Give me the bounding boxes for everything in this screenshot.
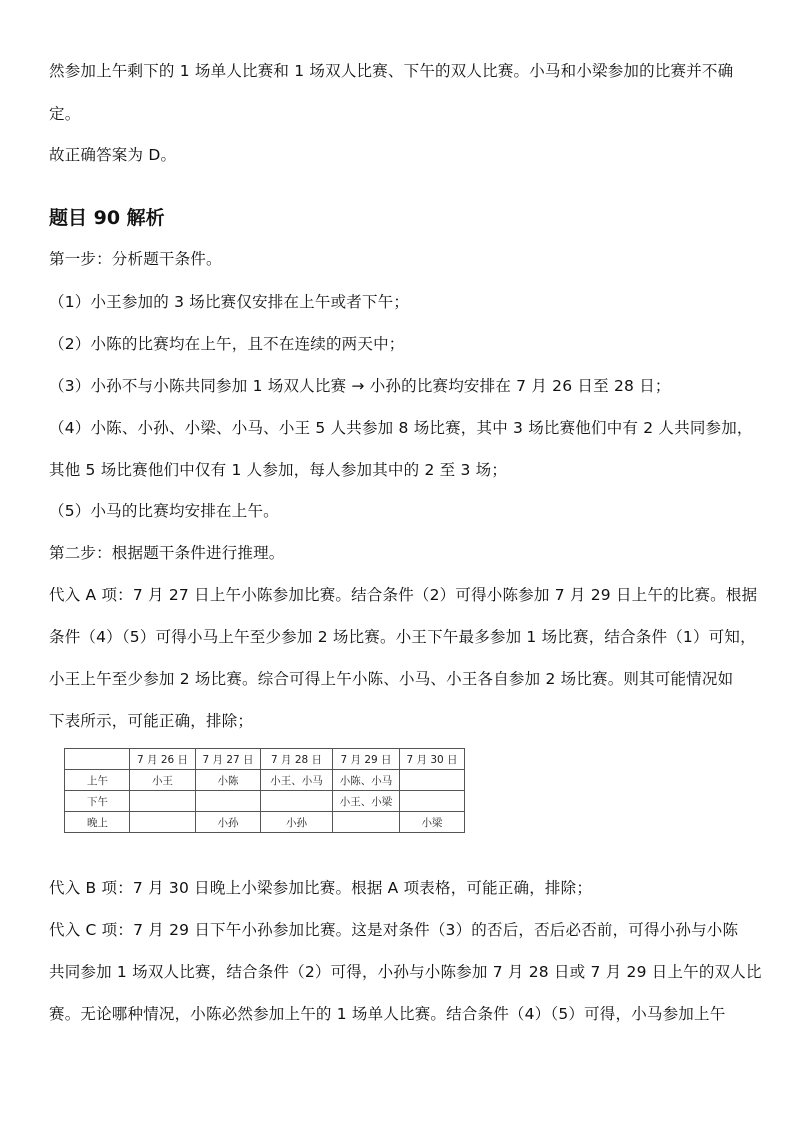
table-cell: 小陈 <box>196 770 261 791</box>
table-row <box>65 812 465 833</box>
option-b-line: 代入 B 项：7 月 30 日晚上小梁参加比赛。根据 A 项表格，可能正确，排除； <box>49 879 593 897</box>
table-cell <box>261 791 333 812</box>
table-header-cell <box>65 749 130 770</box>
step2-title: 第二步：根据题干条件进行推理。 <box>49 544 285 562</box>
condition-4-cont: 其他 5 场比赛他们中仅有 1 人参加，每人参加其中的 2 至 3 场； <box>49 461 508 479</box>
section-title: 题目 90 解析 <box>49 207 165 229</box>
table-cell <box>130 791 196 812</box>
condition-2: （2）小陈的比赛均在上午，且不在连续的两天中； <box>49 335 405 353</box>
table-cell: 小梁 <box>400 812 465 833</box>
answer-line: 故正确答案为 D。 <box>49 146 177 164</box>
table-cell <box>400 770 465 791</box>
option-a-line: 代入 A 项：7 月 27 日上午小陈参加比赛。结合条件（2）可得小陈参加 7 月 29 日上午的比赛。根据 <box>49 586 758 604</box>
option-c-line: 共同参加 1 场双人比赛，结合条件（2）可得，小孙与小陈参加 7 月 28 日或 7 月 29 日上午的双人比 <box>49 963 762 981</box>
table-cell: 小王、小马 <box>261 770 333 791</box>
table-cell: 小陈、小马 <box>333 770 400 791</box>
table-header-cell: 7 月 26 日 <box>130 749 196 770</box>
row-label: 晚上 <box>65 812 130 833</box>
table-row <box>65 770 465 791</box>
table-cell: 小王 <box>130 770 196 791</box>
table-header-cell: 7 月 28 日 <box>261 749 333 770</box>
schedule-table <box>64 748 465 833</box>
condition-4: （4）小陈、小孙、小梁、小马、小王 5 人共参加 8 场比赛，其中 3 场比赛他们中有 2 人共同参加， <box>49 419 753 437</box>
table-cell <box>400 791 465 812</box>
table-header-row <box>65 749 465 770</box>
option-c-line: 代入 C 项：7 月 29 日下午小孙参加比赛。这是对条件（3）的否后，否后必否前，可得小孙与小陈 <box>49 921 739 939</box>
option-a-line: 小王上午至少参加 2 场比赛。综合可得上午小陈、小马、小王各自参加 2 场比赛。则其可能情况如 <box>49 670 734 688</box>
table-header-cell: 7 月 30 日 <box>400 749 465 770</box>
table-cell: 小孙 <box>196 812 261 833</box>
table-cell <box>130 812 196 833</box>
table-row <box>65 791 465 812</box>
option-a-line: 条件（4）（5）可得小马上午至少参加 2 场比赛。小王下午最多参加 1 场比赛，结合条件（1）可知， <box>49 628 756 646</box>
condition-1: （1）小王参加的 3 场比赛仅安排在上午或者下午； <box>49 293 410 311</box>
table-cell <box>196 791 261 812</box>
step1-title: 第一步：分析题干条件。 <box>49 250 222 268</box>
row-label: 下午 <box>65 791 130 812</box>
table-cell: 小孙 <box>261 812 333 833</box>
row-label: 上午 <box>65 770 130 791</box>
paragraph-line: 然参加上午剩下的 1 场单人比赛和 1 场双人比赛、下午的双人比赛。小马和小梁参加的比赛并不确 <box>49 62 734 80</box>
table-header-cell: 7 月 29 日 <box>333 749 400 770</box>
table-header-cell: 7 月 27 日 <box>196 749 261 770</box>
option-a-line: 下表所示，可能正确，排除； <box>49 712 254 730</box>
condition-5: （5）小马的比赛均安排在上午。 <box>49 502 279 520</box>
paragraph-line: 定。 <box>49 105 81 123</box>
condition-3: （3）小孙不与小陈共同参加 1 场双人比赛 → 小孙的比赛均安排在 7 月 26 日至 28 日； <box>49 377 671 395</box>
table-cell: 小王、小梁 <box>333 791 400 812</box>
table-cell <box>333 812 400 833</box>
option-c-line: 赛。无论哪种情况，小陈必然参加上午的 1 场单人比赛。结合条件（4）（5）可得，小马参加上午 <box>49 1005 726 1023</box>
